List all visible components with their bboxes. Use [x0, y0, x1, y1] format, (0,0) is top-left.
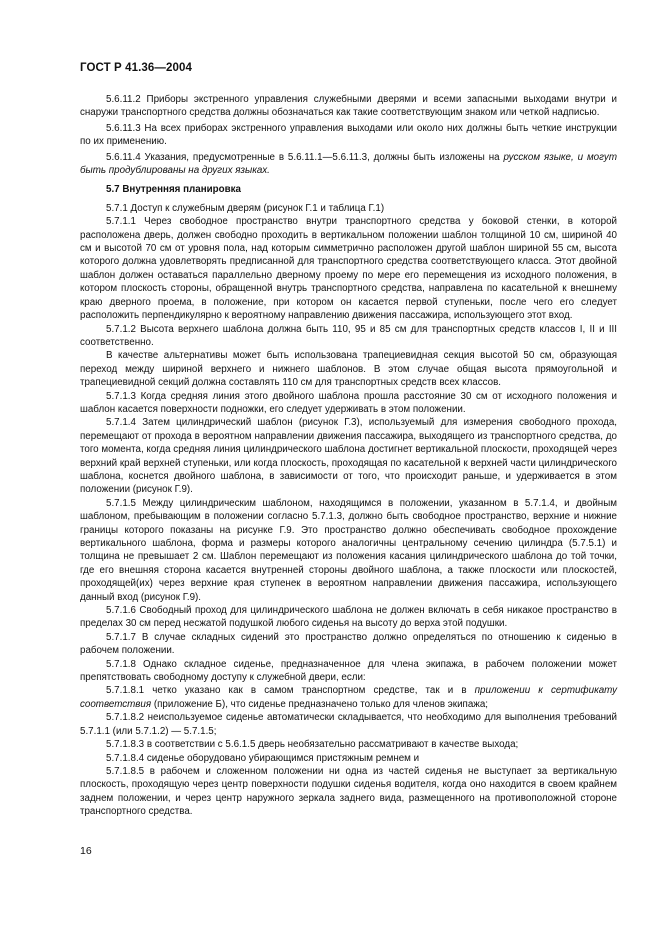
paragraph-5-6-11-3: 5.6.11.3 На всех приборах экстренного управления выходами или около них должны быть четкие инструкции по их применению.	[80, 122, 617, 148]
paragraph-5-7-1-5: 5.7.1.5 Между цилиндрическим шаблоном, находящимся в положении, указанном в 5.7.1.4, и двойным шаблоном, пребывающим в положении согласно 5.7.1.3, должно быть свободное пространство, верхние и нижние границы которого показаны на рисунке Г.9. Это пространство должно обеспечивать свободное прохождение вертикального шаблона, форма и размеры которого аналогичны центральному сечению цилиндра (5.7.5.1) и толщина не превышает 2 см. Шаблон перемещают из положения касания цилиндрического шаблона до той точки, где его внешняя сторона касается внутренней стороны двойного шаблона, а также плоскости или плоскостей, проходящей(их) через верхние края ступенек в вероятном направлении движения пассажира, использующего данный вход (рисунок Г.9).	[80, 497, 617, 603]
paragraph-5-7-1-1: 5.7.1.1 Через свободное пространство внутри транспортного средства у боковой стенки, в которой расположена дверь, должен свободно проходить в вертикальном положении шаблон толщиной 10 см, шириной 40 см и высотой 70 см от уровня пола, над которым симметрично расположен другой шаблон шириной 55 см, высота которого должна удовлетворять предписанной для транспортного средства соответствующего класса. Этот двойной шаблон должен оставаться параллельно дверному проему по мере его перемещения из исходного положения, в котором плоскость стороны, обращенной внутрь транспортного средства, направлена по касательной к внешнему краю дверного проема, в положение, при котором он касается первой ступеньки, после чего его следует расположить перпендикулярно к вероятному направлению движения пассажира, использующего этот вход.	[80, 216, 617, 322]
section-heading-5-7: 5.7 Внутренняя планировка	[106, 184, 241, 196]
paragraph-5-6-11-4	[80, 151, 617, 178]
paragraph-5-7-1-8-1-italic: приложении к сертификату соответствия	[80, 685, 617, 710]
paragraph-5-7-1-3: 5.7.1.3 Когда средняя линия этого двойного шаблона прошла расстояние 30 см от исходного положения и шаблон касается поверхности подножки, его следует удерживать в этом положении.	[80, 390, 617, 415]
paragraph-5-7-1-6: 5.7.1.6 Свободный проход для цилиндрического шаблона не должен включать в себя никакое пространство в пределах 30 см перед несжатой подушкой любого сиденья на высоту до верха этой подушки.	[80, 605, 617, 630]
paragraph-5-6-11-4-text: 5.6.11.4 Указания, предусмотренные в 5.6.11.1—5.6.11.3, должны быть изложены на	[106, 151, 504, 163]
paragraph-5-6-11-2: 5.6.11.2 Приборы экстренного управления служебными дверями и всеми запасными выходами внутри и снаружи транспортного средства должны обозначаться как такие соответствующим знаком или четкой надписью.	[80, 94, 617, 119]
paragraph-5-7-1-8-1-text-a: 5.7.1.8.1 четко указано как в самом транспортном средстве, так и в	[106, 685, 475, 697]
paragraph-5-7-1: 5.7.1 Доступ к служебным дверям (рисунок Г.1 и таблица Г.1)	[106, 202, 385, 214]
paragraph-5-7-1-2: 5.7.1.2 Высота верхнего шаблона должна быть 110, 95 и 85 см для транспортных средств классов I, II и III соответственно.	[80, 323, 617, 348]
paragraph-5-7-1-7: 5.7.1.7 В случае складных сидений это пространство должно определяться по отношению к сиденью в рабочем положении.	[80, 631, 617, 657]
page-number: 16	[80, 845, 92, 857]
paragraph-5-7-1-8-5: 5.7.1.8.5 в рабочем и сложенном положении ни одна из частей сиденья не выступает за вертикальную плоскость, проходящую через центр поверхности подушки сиденья водителя, когда оно находится в своем крайнем заднем положении, и через центр наружного зеркала заднего вида, размещенного на противоположной стороне транспортного средства.	[80, 765, 617, 818]
paragraph-5-7-1-4: 5.7.1.4 Затем цилиндрический шаблон (рисунок Г.3), используемый для измерения свободного прохода, перемещают от прохода в вероятном направлении движения пассажира, выходящего из транспортного средства, до того момента, когда средняя линия цилиндрического шаблона достигнет вертикальной плоскости, проходящей через верхний край верхней ступеньки, или когда плоскость, проходящая по касательной к верхней части цилиндрического шаблона, коснется двойного шаблона, в зависимости от того, что происходит раньше, и удерживается в этом положении (рисунок Г.9).	[80, 417, 617, 496]
paragraph-5-7-1-8-4: 5.7.1.8.4 сиденье оборудовано убирающимся пристяжным ремнем и	[106, 752, 420, 764]
document-body	[80, 93, 617, 819]
document-header: ГОСТ Р 41.36—2004	[80, 62, 192, 74]
paragraph-5-7-1-8-2: 5.7.1.8.2 неиспользуемое сиденье автоматически складывается, что необходимо для выполнения требований 5.7.1.1 (или 5.7.1.2) — 5.7.1.5;	[80, 712, 617, 737]
paragraph-5-7-1-8-1	[80, 684, 617, 711]
paragraph-5-6-11-4-italic: русском языке, и могут быть продублированы на других языках.	[80, 151, 617, 177]
paragraph-5-7-1-8: 5.7.1.8 Однако складное сиденье, предназначенное для члена экипажа, в рабочем положении может препятствовать свободному доступу к служебной двери, если:	[80, 658, 617, 684]
paragraph-alternative: В качестве альтернативы может быть использована трапециевидная секция высотой 50 см, образующая переход между шириной верхнего и нижнего шаблонов. В этом случае общая высота прямоугольной и трапециевидной секций должна составлять 110 см для транспортных средств всех классов.	[80, 350, 617, 389]
paragraph-5-7-1-8-1-text-c: (приложение Б), что сиденье предназначено только для членов экипажа;	[151, 698, 489, 710]
paragraph-5-7-1-8-3: 5.7.1.8.3 в соответствии с 5.6.1.5 дверь необязательно рассматривают в качестве выхода;	[106, 739, 519, 751]
